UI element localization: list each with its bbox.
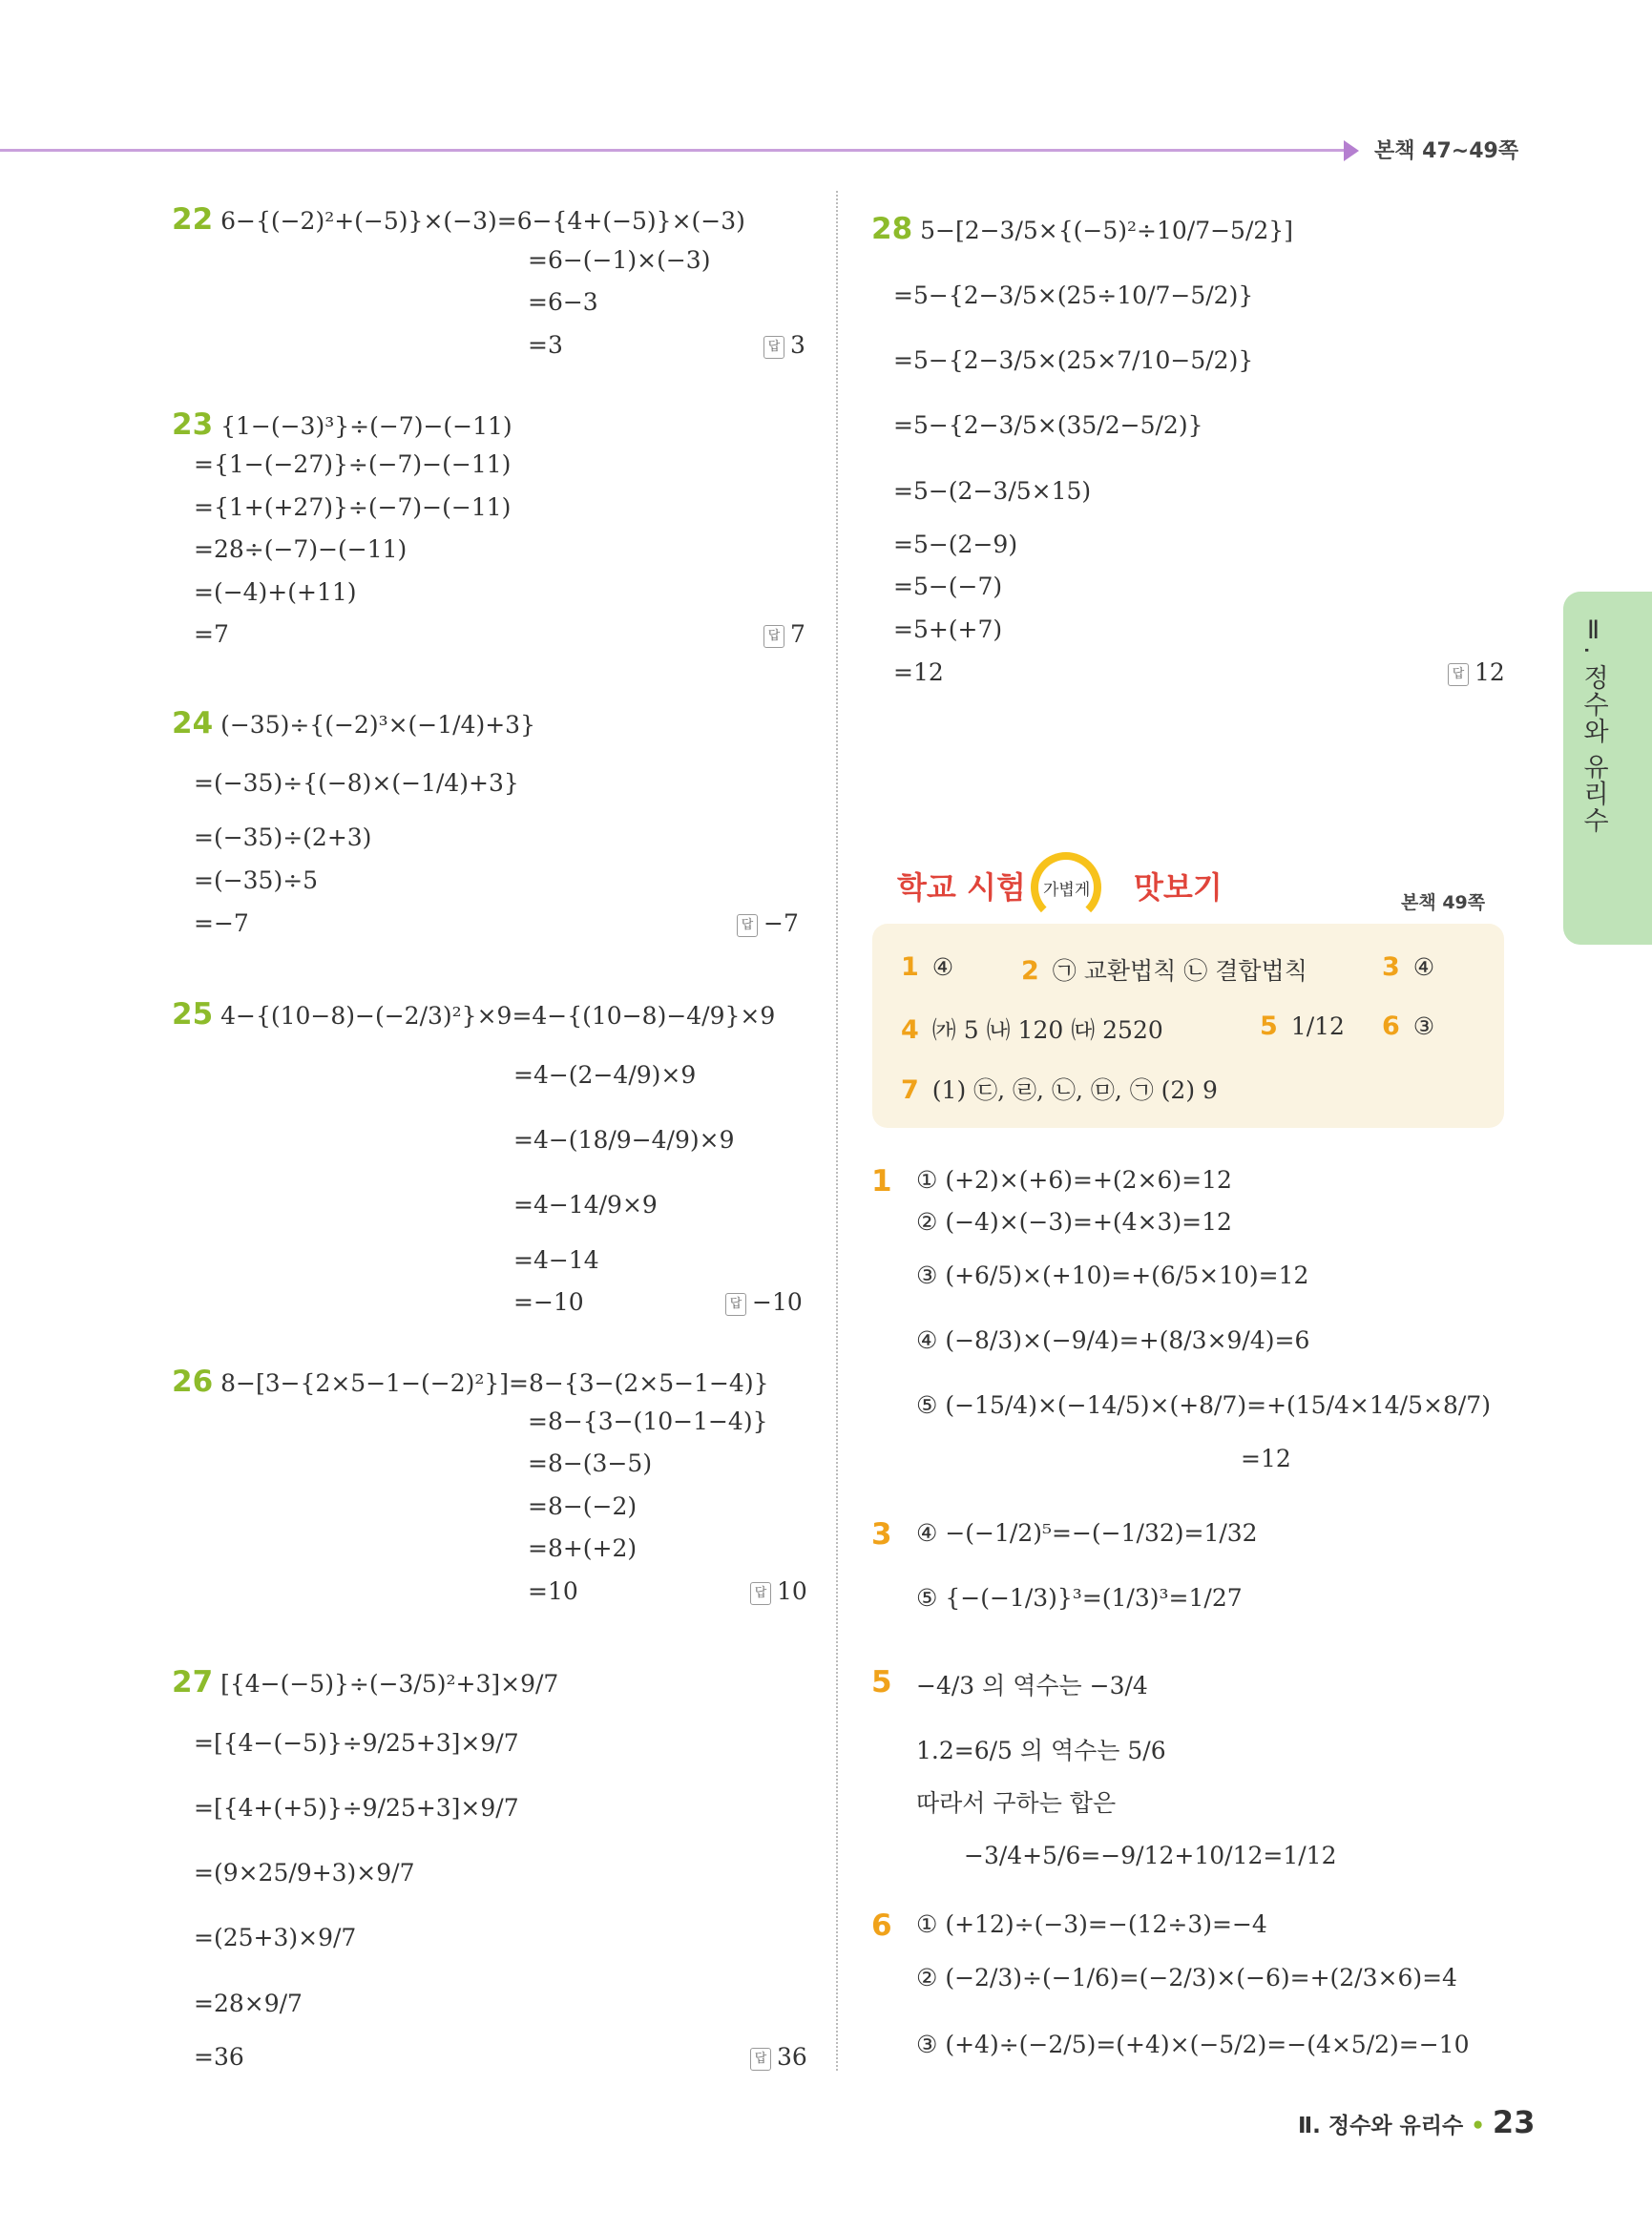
problem-28-line-8: =5+(+7) — [893, 615, 1003, 643]
page-number: 23 — [1492, 2104, 1536, 2140]
solution-3-line-2: ⑤ {−(−1/3)}³=(1/3)³=1/27 — [916, 1584, 1243, 1612]
header-arrow-icon — [1344, 140, 1359, 161]
quick-answer-4: 4 ㈎ 5 ㈏ 120 ㈐ 2520 — [901, 1015, 1163, 1045]
solution-6-number: 6 — [871, 1908, 892, 1943]
solution-1-line-6: =12 — [1241, 1445, 1291, 1472]
problem-27-line-6: =28×9/7 — [194, 1990, 303, 2017]
problem-22-line-4: =3 — [528, 331, 563, 359]
page-footer: Ⅱ. 정수와 유리수 • 23 — [1298, 2104, 1536, 2140]
problem-25-line-1: 25 4−{(10−8)−(−2/3)²}×9=4−{(10−8)−4/9}×9 — [172, 997, 776, 1032]
problem-24-line-5: =−7 — [194, 909, 249, 937]
section-reference: 본책 49쪽 — [1401, 892, 1486, 913]
solution-6-line-3: ③ (+4)÷(−2/5)=(+4)×(−5/2)=−(4×5/2)=−10 — [916, 2031, 1470, 2058]
problem-23-line-5: =(−4)+(+11) — [194, 578, 357, 606]
problem-25-answer: 답 −10 — [725, 1288, 803, 1316]
problem-28-line-4: =5−{2−3/5×(35/2−5/2)} — [893, 411, 1203, 439]
problem-26-line-6: =10 — [528, 1577, 578, 1605]
quick-answer-7: 7 (1) ㉢, ㉣, ㉡, ㉤, ㉠ (2) 9 — [901, 1075, 1218, 1105]
solution-5-line-2: 1.2=6/5 의 역수는 5/6 — [916, 1737, 1166, 1764]
problem-25-line-4: =4−14/9×9 — [513, 1191, 658, 1219]
problem-25-line-5: =4−14 — [513, 1246, 599, 1274]
problem-number: 22 — [172, 202, 214, 237]
solution-6-line-2: ② (−2/3)÷(−1/6)=(−2/3)×(−6)=+(2/3×6)=4 — [916, 1964, 1457, 1991]
problem-28-line-3: =5−{2−3/5×(25×7/10−5/2)} — [893, 346, 1254, 374]
problem-26-line-4: =8−(−2) — [528, 1492, 638, 1520]
solution-6-line-1: ① (+12)÷(−3)=−(12÷3)=−4 — [916, 1910, 1267, 1938]
solution-1-number: 1 — [871, 1164, 892, 1199]
problem-23-line-6: =7 — [194, 620, 229, 648]
quick-answer-5: 5 1/12 — [1260, 1011, 1345, 1041]
problem-24-answer: 답 −7 — [737, 909, 799, 937]
problem-27-line-7: =36 — [194, 2043, 244, 2071]
quick-answer-6: 6 ③ — [1382, 1011, 1435, 1041]
problem-28-line-5: =5−(2−3/5×15) — [893, 477, 1092, 505]
problem-26-line-1: 26 8−[3−{2×5−1−(−2)²}]=8−{3−(2×5−1−4)} — [172, 1365, 769, 1399]
quick-answer-1: 1 ④ — [901, 952, 954, 982]
problem-24-line-1: 24 (−35)÷{(−2)³×(−1/4)+3} — [172, 706, 535, 740]
problem-27-line-1: 27 [{4−(−5)}÷(−3/5)²+3]×9/7 — [172, 1665, 559, 1699]
solution-3-number: 3 — [871, 1517, 892, 1552]
answer-icon: 답 — [763, 336, 784, 359]
footer-chapter: Ⅱ. 정수와 유리수 — [1298, 2114, 1464, 2138]
quick-answer-3: 3 ④ — [1382, 952, 1435, 982]
problem-27-line-5: =(25+3)×9/7 — [194, 1924, 357, 1951]
problem-22-line-1: 22 6−{(−2)²+(−5)}×(−3)=6−{4+(−5)}×(−3) — [172, 202, 745, 237]
problem-27-line-2: =[{4−(−5)}÷9/25+3]×9/7 — [194, 1729, 519, 1757]
solution-5-number: 5 — [871, 1665, 892, 1699]
solution-1-line-2: ② (−4)×(−3)=+(4×3)=12 — [916, 1208, 1232, 1236]
problem-28-line-7: =5−(−7) — [893, 573, 1003, 600]
problem-25-line-6: =−10 — [513, 1288, 584, 1316]
problem-28-answer: 답 12 — [1448, 658, 1505, 686]
problem-23-line-2: ={1−(−27)}÷(−7)−(−11) — [194, 450, 512, 478]
problem-26-line-2: =8−{3−(10−1−4)} — [528, 1407, 768, 1435]
solution-5-line-3: 따라서 구하는 합은 — [916, 1789, 1117, 1817]
solution-1-line-1: ① (+2)×(+6)=+(2×6)=12 — [916, 1166, 1232, 1194]
problem-27-line-4: =(9×25/9+3)×9/7 — [194, 1859, 415, 1887]
problem-22-line-2: =6−(−1)×(−3) — [528, 246, 711, 274]
problem-24-line-2: =(−35)÷{(−8)×(−1/4)+3} — [194, 769, 519, 797]
quick-answer-2: 2 ㉠ 교환법칙 ㉡ 결합법칙 — [1021, 956, 1307, 986]
problem-26-answer: 답 10 — [750, 1577, 807, 1605]
solution-3-line-1: ④ −(−1/2)⁵=−(−1/32)=1/32 — [916, 1519, 1258, 1547]
problem-28-line-9: =12 — [893, 658, 944, 686]
solution-1-line-3: ③ (+6/5)×(+10)=+(6/5×10)=12 — [916, 1261, 1309, 1289]
page-range: 본책 47~49쪽 — [1374, 139, 1519, 163]
problem-26-line-5: =8+(+2) — [528, 1534, 638, 1562]
problem-24-line-4: =(−35)÷5 — [194, 866, 319, 894]
problem-27-line-3: =[{4+(+5)}÷9/25+3]×9/7 — [194, 1794, 519, 1822]
section-title-right: 맛보기 — [1134, 869, 1223, 906]
section-title-left: 학교 시험 — [897, 869, 1026, 906]
problem-26-line-3: =8−(3−5) — [528, 1449, 653, 1477]
problem-22-line-3: =6−3 — [528, 288, 598, 316]
column-divider — [836, 191, 838, 2071]
problem-28-line-1: 28 5−[2−3/5×{(−5)²÷10/7−5/2}] — [871, 212, 1293, 246]
problem-24-line-3: =(−35)÷(2+3) — [194, 824, 372, 851]
problem-23-line-4: =28÷(−7)−(−11) — [194, 535, 408, 563]
solution-1-line-5: ⑤ (−15/4)×(−14/5)×(+8/7)=+(15/4×14/5×8/7) — [916, 1391, 1491, 1419]
header-rule — [0, 149, 1344, 152]
problem-28-line-2: =5−{2−3/5×(25÷10/7−5/2)} — [893, 281, 1254, 309]
solution-5-line-4: −3/4+5/6=−9/12+10/12=1/12 — [964, 1842, 1337, 1869]
problem-25-line-3: =4−(18/9−4/9)×9 — [513, 1126, 735, 1154]
problem-22-answer: 답 3 — [763, 331, 805, 359]
solution-5-line-1: −4/3 의 역수는 −3/4 — [916, 1672, 1148, 1699]
section-title-mid: 가볍게 — [1043, 881, 1091, 900]
problem-25-line-2: =4−(2−4/9)×9 — [513, 1061, 697, 1089]
problem-23-answer: 답 7 — [763, 620, 805, 648]
problem-28-line-6: =5−(2−9) — [893, 531, 1018, 558]
chapter-side-tab-label: Ⅱ. 정수와 유리수 — [1579, 615, 1608, 834]
solution-1-line-4: ④ (−8/3)×(−9/4)=+(8/3×9/4)=6 — [916, 1326, 1310, 1354]
problem-27-answer: 답 36 — [750, 2043, 807, 2071]
problem-23-line-3: ={1+(+27)}÷(−7)−(−11) — [194, 493, 512, 521]
problem-23-line-1: 23 {1−(−3)³}÷(−7)−(−11) — [172, 407, 512, 442]
